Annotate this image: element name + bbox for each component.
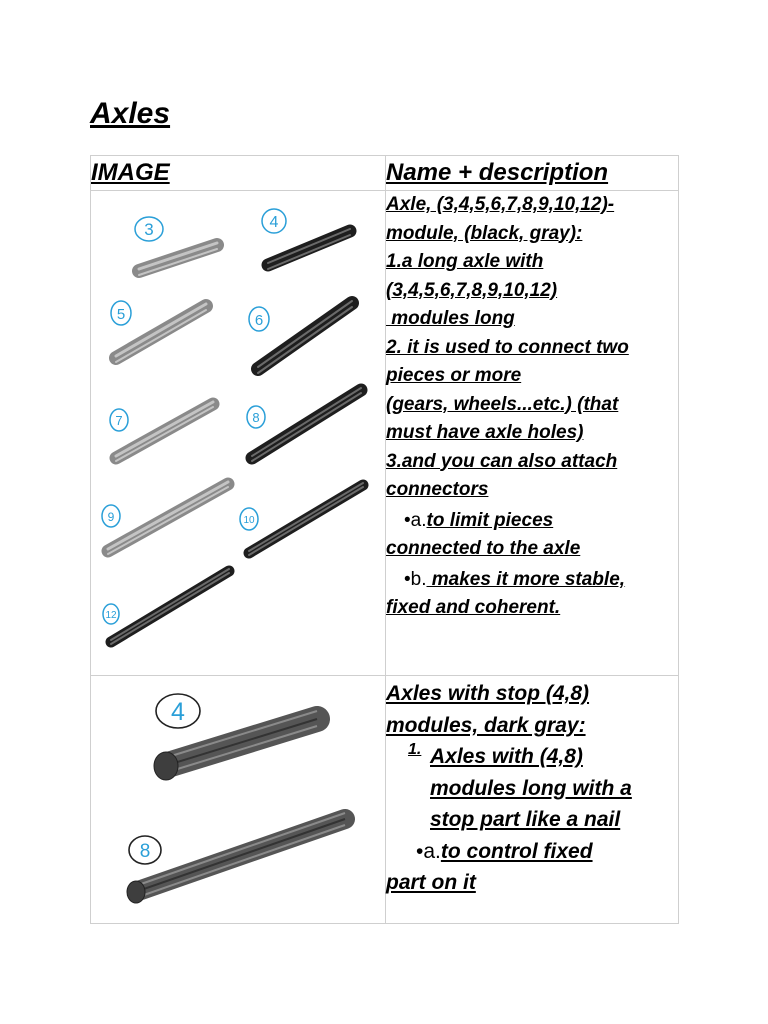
label-4: 4 [269,214,279,231]
axle-4-black [268,229,350,269]
desc-line: (3,4,5,6,7,8,9,10,12) [386,279,558,301]
item-line: Axles with (4,8) [430,745,583,768]
bullet-marker: •b. [404,568,427,590]
axle-12-black [111,569,229,644]
label-4: 4 [171,698,185,726]
axle-6-black [258,301,352,373]
table-row [91,191,679,676]
axle-9-gray [108,482,228,554]
item-line: stop part like a nail [430,808,621,831]
bullet-b [386,566,678,595]
axle-7-gray [116,402,213,461]
bullet-text: to control fixed [440,839,593,863]
label-8: 8 [252,410,260,425]
axle-description [386,191,679,676]
label-3: 3 [144,220,154,239]
bullet-text: to limit pieces [426,509,554,531]
table-row [91,676,679,924]
axle-8-black [252,388,361,461]
table-header-row [91,156,679,191]
axles-image-cell [91,191,386,676]
desc-line: pieces or more [386,365,522,386]
parts-table [90,155,679,924]
bullet-cont: part on it [386,871,476,894]
bullet-marker: •a. [416,839,441,863]
label-7: 7 [115,413,123,428]
axle-3-gray [139,243,217,275]
axle-5-gray [116,304,206,362]
page-title: Axles [90,97,171,130]
item-number: 1. [408,741,422,758]
desc-line: 2. it is used to connect two [386,336,629,358]
bullet-a [386,507,678,536]
desc-line: modules long [386,308,515,329]
bullet-text: makes it more stable, [426,568,626,590]
label-6: 6 [254,312,264,329]
bullet-a [386,836,678,868]
stop-axle-description [386,676,679,924]
desc-line: 1.a long axle with [386,251,544,272]
label-8: 8 [139,841,151,862]
axle-10-black [249,483,363,555]
desc-line: connectors [386,479,489,500]
desc-line: must have axle holes) [386,422,584,443]
stop-axles-image-cell [91,676,386,924]
item-text [430,741,632,836]
desc-line: module, (black, gray): [386,222,583,244]
stop-axle-8 [127,813,345,903]
item-line: modules long with a [430,776,632,800]
label-5: 5 [116,306,126,323]
label-12: 12 [105,610,117,621]
bullet-marker: •a. [404,509,427,531]
bullet-cont: connected to the axle [386,538,581,559]
desc-line: (gears, wheels...etc.) (that [386,393,619,415]
label-9: 9 [107,510,115,524]
header-name-description: Name + description [386,156,679,191]
axles-illustration [91,191,385,675]
stop-axles-illustration [91,676,385,921]
desc-line: 3.and you can also attach [386,450,618,472]
label-10: 10 [243,515,255,526]
header-image: IMAGE [91,156,386,191]
desc-line: modules, dark gray: [386,713,586,737]
numbered-item [386,741,678,836]
bullet-cont: fixed and coherent. [386,597,561,618]
desc-line: Axles with stop (4,8) [386,682,590,705]
desc-line: Axle, (3,4,5,6,7,8,9,10,12)- [386,194,615,215]
